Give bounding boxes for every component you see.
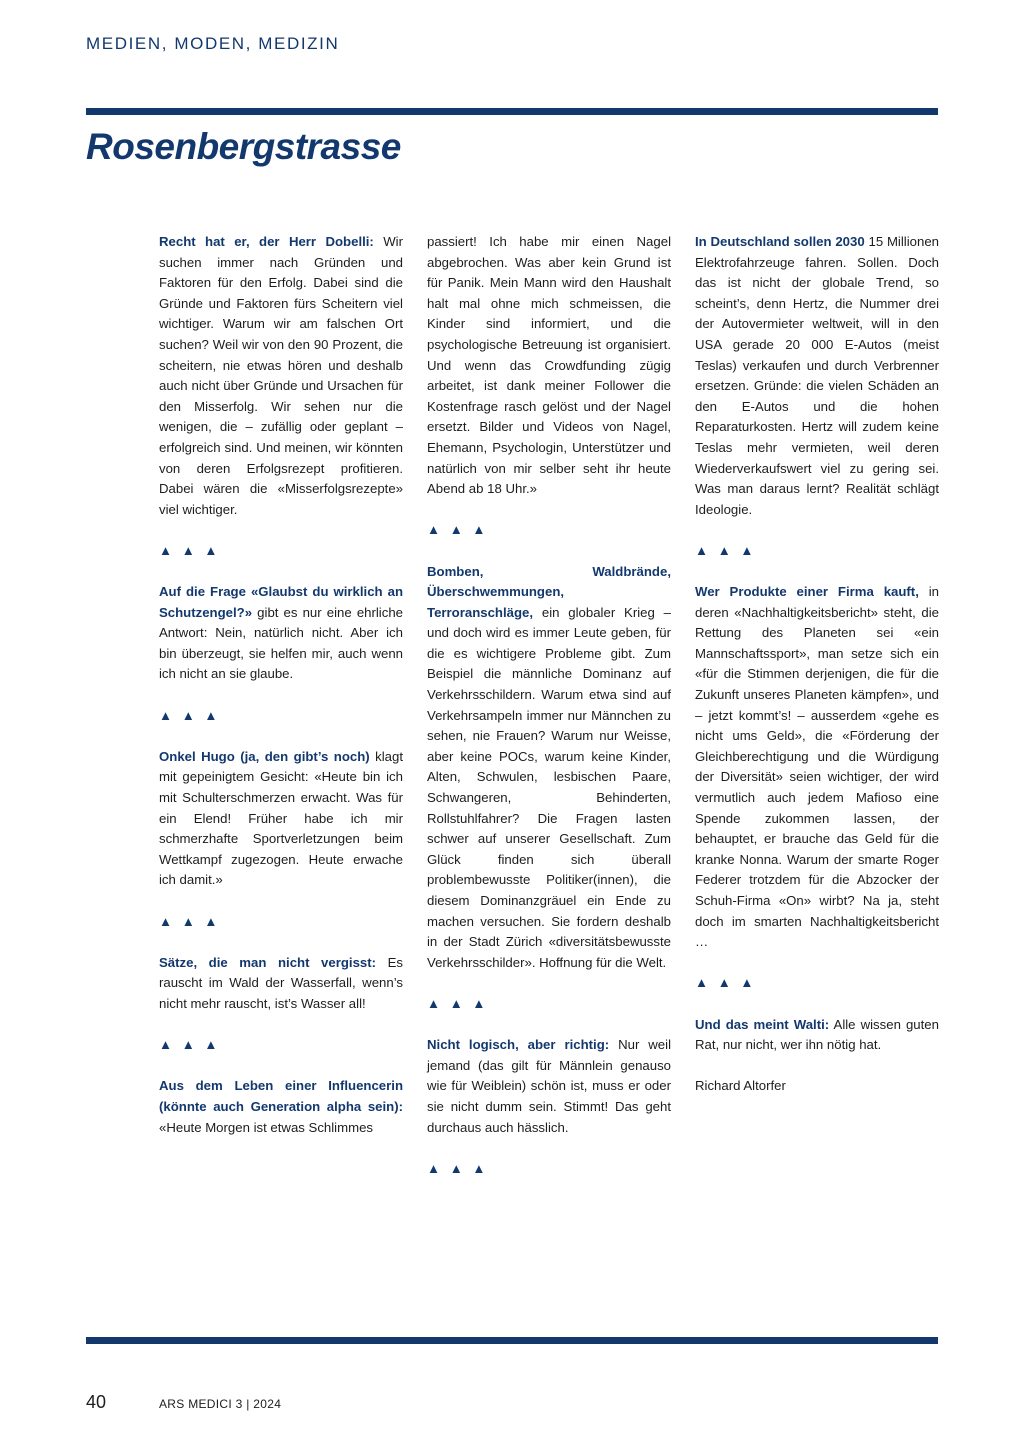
separator-triangles: ▲ ▲ ▲ — [695, 975, 757, 991]
top-rule — [86, 108, 938, 115]
paragraph — [159, 582, 403, 685]
paragraph — [159, 953, 403, 1015]
separator-triangles: ▲ ▲ ▲ — [427, 522, 489, 538]
paragraph — [159, 1076, 403, 1138]
paragraph-text: in deren «Nachhaltigkeitsbericht» steht, die Rettung des Planeten sei «ein Mannschaftssport», man setze sich ein «für die Stimmen derjenigen, die für die Zukunft unseres Planeten kämpfen», und – jetzt kommt’s! – ausserdem «gehe es nicht ums Geld», die «Förderung der Gleichberechtigung und die Würdigung der Diversität» seien wichtiger, der wird vermutlich auch jedem Mafioso eine Spende zukommen lassen, der behauptet, er brauche das Geld für die kranke Nonna. Warum der smarte Roger Federer trotzdem für die Abzocker der Schuh-Firma «On» wirbt? Na ja, steht doch im smarten Nachhaltigkeitsbericht … — [695, 584, 939, 950]
separator-triangles: ▲ ▲ ▲ — [159, 542, 221, 558]
article-column-2 — [427, 232, 671, 1179]
section-header: MEDIEN, MODEN, MEDIZIN — [86, 34, 340, 53]
paragraph-text: 15 Millionen Elektrofahrzeuge fahren. Sollen. Doch das ist nicht der globale Trend, so scheint’s, denn Hertz, die Nummer drei der Autovermieter weltweit, will in den USA gerade 20 000 E-Autos (meist Teslas) verkaufen und durch Verbrenner ersetzen. Gründe: die vielen Schäden an den E-Autos und die hohen Reparaturkosten. Hertz will zudem keine Teslas mehr vermieten, weil deren Wiederverkaufswert viel zu gering sei. Was man daraus lernt? Realität schlägt Ideologie. — [695, 234, 939, 517]
paragraph — [427, 562, 671, 974]
paragraph-lead: Nicht logisch, aber richtig: — [427, 1037, 610, 1053]
paragraph-lead: Aus dem Leben einer Influencerin (könnte auch Generation alpha sein): — [159, 1078, 403, 1114]
paragraph-lead: Sätze, die man nicht vergisst: — [159, 954, 377, 970]
separator-triangles: ▲ ▲ ▲ — [159, 1037, 221, 1053]
paragraph-lead: Und das meint Walti: — [695, 1016, 830, 1032]
paragraph-text: Alle wissen guten Rat, nur nicht, wer ihn nötig hat. — [695, 1016, 939, 1053]
page-number: 40 — [86, 1392, 107, 1412]
paragraph-lead: Auf die Frage «Glaubst du wirklich an Schutzengel?» — [159, 584, 403, 620]
separator-triangles: ▲ ▲ ▲ — [695, 542, 757, 558]
separator-triangles: ▲ ▲ ▲ — [159, 707, 221, 723]
article-title: Rosenbergstrasse — [86, 126, 401, 167]
paragraph-lead: Bomben, Waldbrände, Überschwemmungen, Terroranschläge, — [427, 563, 671, 620]
paragraph — [159, 747, 403, 891]
journal-issue: ARS MEDICI 3 | 2024 — [159, 1397, 282, 1411]
article-column-1 — [159, 232, 403, 1138]
author-name: Richard Altorfer — [695, 1078, 786, 1094]
paragraph-lead: Onkel Hugo (ja, den gibt’s noch) — [159, 748, 370, 764]
paragraph-text: passiert! Ich habe mir einen Nagel abgebrochen. Was aber kein Grund ist für Panik. Mein Mann wird den Haushalt halt mal ohne mich schmeissen, die Kinder sind informiert, und die psychologische Betreuung ist organisiert. Und wenn das Crowdfunding zügig arbeitet, ist dank meiner Follower die Kostenfrage rasch gelöst und der Nagel ersetzt. Bilder und Videos von Nagel, Ehemann, Psychologin, Unterstützer und natürlich von mir selber seht ihr heute Abend ab 18 Uhr.» — [427, 234, 671, 497]
paragraph-text: Wir suchen immer nach Gründen und Faktoren für den Erfolg. Dabei sind die Gründe und Faktoren fürs Scheitern viel wichtiger. Warum wir am falschen Ort suchen? Weil wir von den 90 Prozent, die scheitern, nie etwas hören und deshalb auch nicht über Gründe und Ursachen für den Misserfolg. Wir sehen nur die wenigen, die – zufällig oder geplant – erfolgreich sind. Und meinen, wir könnten von deren Erfolgsrezept profitieren. Dabei wären die «Misserfolgsrezepte» viel wichtiger. — [159, 234, 403, 517]
paragraph — [159, 232, 403, 520]
paragraph — [695, 232, 939, 520]
bottom-rule — [86, 1337, 938, 1344]
paragraph-lead: Recht hat er, der Herr Dobelli: — [159, 234, 374, 249]
paragraph-text: Es rauscht im Wald der Wasserfall, wenn’s nicht mehr rauscht, ist’s Wasser all! — [159, 954, 403, 1011]
paragraph — [427, 1035, 671, 1138]
separator-triangles: ▲ ▲ ▲ — [427, 1160, 489, 1176]
paragraph-text: ein globaler Krieg – und doch wird es immer Leute geben, für die es wichtigere Probleme gibt. Zum Beispiel die männliche Dominanz auf Verkehrsschildern. Warum etwa sind auf Verkehrsampeln immer nur Männchen zu sehen, nie Frauen? Warum nur Weisse, aber keine POCs, warum keine Kinder, Alten, Schwulen, lesbischen Paare, Schwangeren, Behinderten, Rollstuhlfahrer? Die Fragen lasten schwer auf unserer Gesellschaft. Zum Glück finden sich überall problembewusste Politiker(innen), die diesem Dominanzgräuel ein Ende zu machen versuchen. Sie fordern deshalb in der Stadt Zürich «diversitätsbewusste Verkehrsschilder». Hoffnung für die Welt. — [427, 604, 671, 970]
separator-triangles: ▲ ▲ ▲ — [427, 995, 489, 1011]
paragraph-lead: In Deutschland sollen 2030 — [695, 234, 865, 249]
paragraph-text: Nur weil jemand (das gilt für Männlein genauso wie für Weiblein) schön ist, muss er oder sie nicht dumm sein. Stimmt! Das geht durchaus auch hässlich. — [427, 1037, 671, 1135]
paragraph-lead: Wer Produkte einer Firma kauft, — [695, 584, 919, 600]
paragraph — [695, 1015, 939, 1056]
separator-triangles: ▲ ▲ ▲ — [159, 913, 221, 929]
paragraph-text: gibt es nur eine ehrliche Antwort: Nein, natürlich nicht. Aber ich bin überzeugt, sie helfen mir, auch wenn ich nicht an sie glaube. — [159, 604, 403, 682]
paragraph — [695, 582, 939, 953]
article-column-3 — [695, 232, 939, 1097]
paragraph-text: «Heute Morgen ist etwas Schlimmes — [159, 1119, 374, 1135]
paragraph-text: klagt mit gepeinigtem Gesicht: «Heute bin ich mit Schulterschmerzen erwacht. Was für ein Elend! Früher habe ich mir schmerzhafte Sportverletzungen beim Wettkampf zugezogen. Heute erwache ich damit.» — [159, 748, 403, 888]
paragraph — [427, 232, 671, 500]
